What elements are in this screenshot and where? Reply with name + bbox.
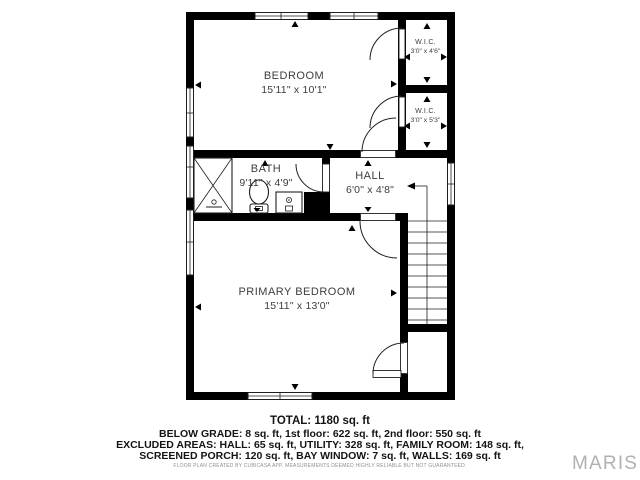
window-right-stairs (448, 163, 455, 205)
door-wic2 (370, 96, 405, 128)
summary-floors: BELOW GRADE: 8 sq. ft, 1st floor: 622 sq. ft, 2nd floor: 550 sq. ft (158, 428, 482, 440)
stair-treads (408, 221, 447, 320)
wall-midband-top-right (396, 150, 447, 158)
window-top-1 (255, 13, 308, 20)
wic1-dims: 3'0" x 4'6" (410, 47, 441, 55)
summary-total: TOTAL: 1180 sq. ft (270, 415, 370, 427)
door-under-stairs (373, 343, 408, 378)
hall-name: HALL (355, 170, 385, 182)
wall-outer-bottom (186, 392, 455, 400)
sink (276, 192, 302, 213)
bedroom-dims: 15'11" x 10'1" (261, 83, 327, 96)
wic2-label (404, 108, 447, 125)
door-primary-bedroom (360, 214, 397, 259)
wall-midband-bottom-right (396, 213, 408, 221)
window-left-primary (187, 210, 194, 275)
window-top-2 (330, 13, 378, 20)
door-bedroom (361, 118, 397, 158)
door-wic1 (370, 28, 405, 60)
wall-outer-top (186, 12, 455, 20)
hall-label (330, 170, 410, 197)
wall-outer-right (447, 12, 455, 400)
stair-direction-arrow (407, 183, 427, 325)
wall-midband-bottom-left (194, 213, 360, 221)
primary-bedroom-label (197, 286, 397, 313)
summary-excluded-1: EXCLUDED AREAS: HALL: 65 sq. ft, UTILITY: 328 sq. ft, FAMILY ROOM: 148 sq. ft, (116, 439, 524, 451)
wic1-label (404, 39, 447, 56)
bath-label (216, 163, 316, 190)
wic2-name: W.I.C. (415, 108, 436, 115)
summary-excluded-2: SCREENED PORCH: 120 sq. ft, BAY WINDOW: 7 sq. ft, WALLS: 169 sq. ft (139, 450, 501, 462)
bath-dims: 9'11" x 4'9" (239, 176, 293, 189)
stairs (407, 183, 447, 325)
bedroom-name: BEDROOM (263, 70, 325, 82)
bedroom-label (194, 70, 394, 97)
maris-logo: MARIS (572, 453, 639, 474)
wall-bath-hall-stub (322, 158, 330, 164)
wall-midband-top-left (194, 150, 360, 158)
wall-under-stairs (408, 324, 447, 332)
wic2-dims: 3'0" x 5'3" (410, 116, 441, 124)
primary-bedroom-name: PRIMARY BEDROOM (238, 286, 356, 298)
wall-primary-stairs-upper (400, 221, 408, 342)
window-left-bath (187, 146, 194, 198)
disclaimer-text: FLOOR PLAN CREATED BY CUBICASA APP. MEASUREMENTS DEEMED HIGHLY RELIABLE BUT NOT GUARANTEED. (173, 463, 467, 469)
wic1-name: W.I.C. (415, 39, 436, 46)
wall-wic-divider (398, 85, 447, 93)
hall-dims: 6'0" x 4'8" (345, 183, 395, 196)
window-bottom-primary (248, 393, 312, 400)
window-left-bedroom (187, 88, 194, 137)
primary-bedroom-dims: 15'11" x 13'0" (264, 299, 330, 312)
bath-name: BATH (250, 163, 282, 175)
wall-outer-left (186, 12, 194, 400)
